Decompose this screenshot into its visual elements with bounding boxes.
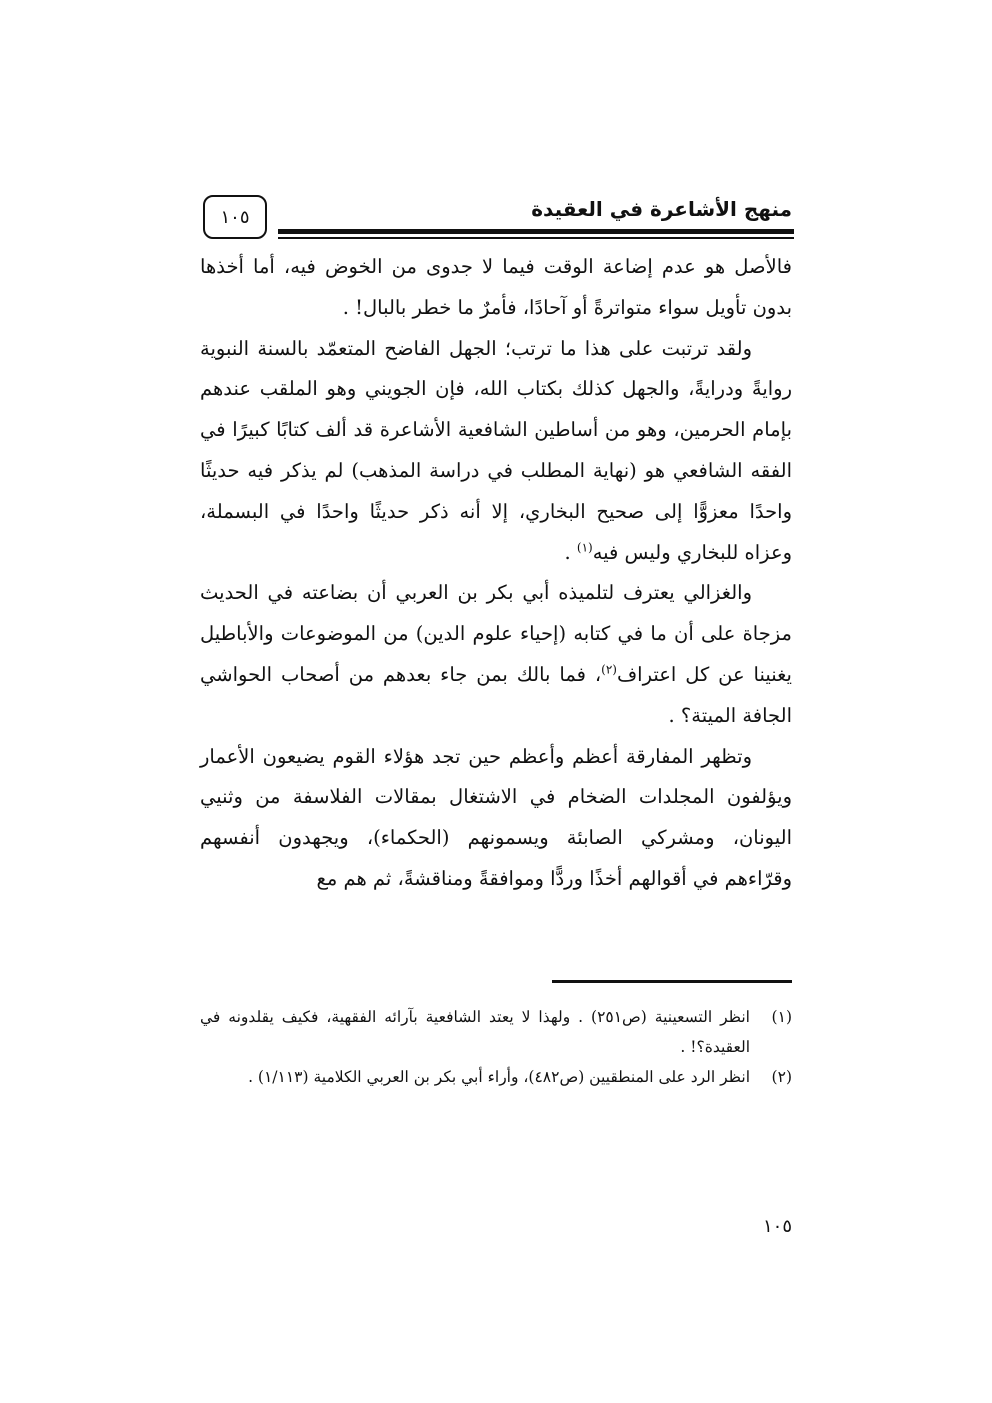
footnote-ref-1[interactable]: (١) <box>576 540 593 555</box>
footnotes <box>200 1002 792 1092</box>
footnote-1-text: انظر التسعينية (ص٢٥١) . ولهذا لا يعتد الشافعية بآرائه الفقهية، فكيف يقلدونه في العقيدة؟! . <box>200 1008 750 1056</box>
footnote-2-text: انظر الرد على المنطقيين (ص٤٨٢)، وأراء أبي بكر بن العربي الكلامية (١/١١٣) . <box>248 1068 750 1086</box>
running-head-title: منهج الأشاعرة في العقيدة <box>531 197 792 221</box>
paragraph-2-end: . <box>564 540 577 564</box>
header-page-number-box: ١٠٥ <box>203 195 267 239</box>
paragraph-2-text: ولقد ترتبت على هذا ما ترتب؛ الجهل الفاضح المتعمّد بالسنة النبوية روايةً ودرايةً، والجهل كذلك بكتاب الله، فإن الجويني وهو الملقب عندهم بإمام الحرمين، وهو من أساطين الشافعية الأشاعرة قد ألف كتابًا كبيرًا في الفقه الشافعي هو (نهاية المطلب في دراسة المذهب) لم يذكر فيه حديثًا واحدًا معزوًّا إلى صحيح البخاري، إلا أنه ذكر حديثًا واحدًا في البسملة، وعزاه للبخاري وليس فيه <box>200 336 792 564</box>
header-rule-thin <box>278 237 794 239</box>
footnote-ref-2[interactable]: (٢) <box>601 662 617 677</box>
footnote-1-number: (١) <box>771 1008 792 1026</box>
paragraph-3-end: ، فما بالك بمن جاء بعدهم من أصحاب الحواشي الجافة الميتة؟ . <box>200 662 792 727</box>
footnote-2-number: (٢) <box>771 1068 792 1086</box>
footnote-separator <box>552 980 792 983</box>
body-text <box>200 247 792 900</box>
paragraph-1: فالأصل هو عدم إضاعة الوقت فيما لا جدوى من الخوض فيه، أما أخذها بدون تأويل سواء متواترةً أو آحادًا، فأمرٌ ما خطر بالبال! . <box>200 255 792 319</box>
paragraph-4: وتظهر المفارقة أعظم وأعظم حين تجد هؤلاء القوم يضيعون الأعمار ويؤلفون المجلدات الضخام في الاشتغال بمقالات الفلاسفة من وثنيي اليونان، ومشركي الصابئة ويسمونهم (الحكماء)، ويجهدون أنفسهم وقرّاءهم في أقوالهم أخذًا وردًّا وموافقةً ومناقشةً، ثم هم مع <box>200 744 792 890</box>
paragraph-2 <box>200 329 792 574</box>
header-rule-thick <box>278 229 794 234</box>
footnote-2 <box>200 1062 792 1092</box>
paragraph-3 <box>200 573 792 736</box>
footer-page-number: ١٠٥ <box>762 1216 792 1237</box>
paragraph-3-text: والغزالي يعترف لتلميذه أبي بكر بن العربي أن بضاعته في الحديث مزجاة على أن ما في كتابه (إحياء علوم الدين) من الموضوعات والأباطيل يغنينا عن كل اعتراف <box>200 581 792 686</box>
footnote-1 <box>200 1002 792 1062</box>
